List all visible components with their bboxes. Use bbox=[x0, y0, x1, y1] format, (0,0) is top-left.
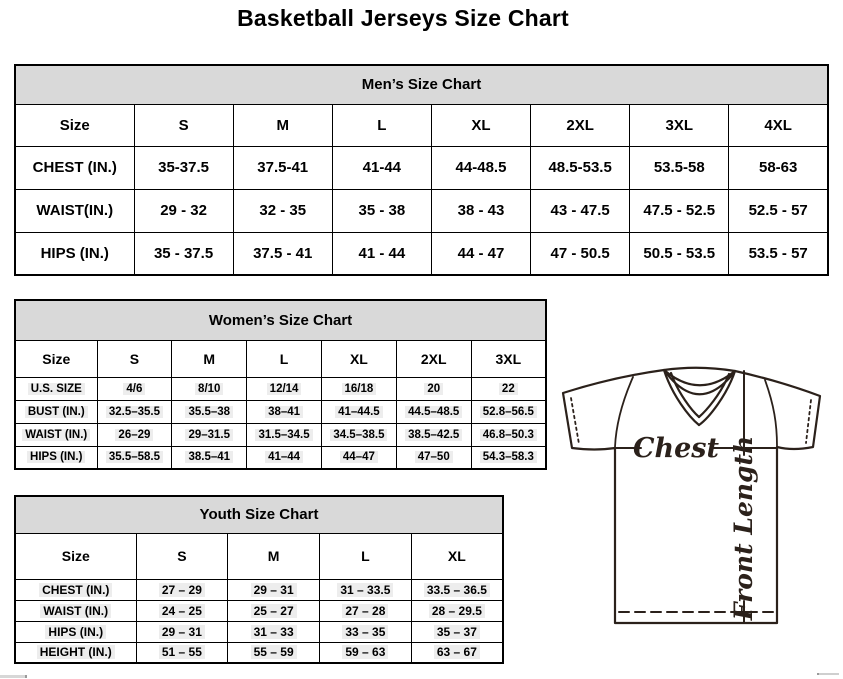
size-value: 35.5–38 bbox=[172, 400, 247, 423]
size-value: 25 – 27 bbox=[228, 600, 320, 621]
size-value: 55 – 59 bbox=[228, 642, 320, 663]
size-value: 37.5-41 bbox=[233, 146, 332, 189]
row-label: CHEST (IN.) bbox=[15, 579, 136, 600]
row-label: WAIST (IN.) bbox=[15, 423, 97, 446]
table-row bbox=[15, 232, 828, 275]
size-value: 53.5-58 bbox=[630, 146, 729, 189]
size-value: 44 - 47 bbox=[431, 232, 530, 275]
row-label: BUST (IN.) bbox=[15, 400, 97, 423]
size-value: 35 – 37 bbox=[411, 621, 503, 642]
row-label: HIPS (IN.) bbox=[15, 446, 97, 469]
table-row bbox=[15, 600, 503, 621]
size-value: 8/10 bbox=[172, 377, 247, 400]
size-value: 26–29 bbox=[97, 423, 172, 446]
row-label: U.S. SIZE bbox=[15, 377, 97, 400]
size-value: 20 bbox=[396, 377, 471, 400]
size-value: 51 – 55 bbox=[136, 642, 228, 663]
size-value: 54.3–58.3 bbox=[471, 446, 546, 469]
table-title-row bbox=[15, 65, 828, 104]
table-row bbox=[15, 446, 546, 469]
size-value: 29 – 31 bbox=[136, 621, 228, 642]
column-header: XL bbox=[411, 533, 503, 579]
column-header: S bbox=[134, 104, 233, 146]
size-value: 52.8–56.5 bbox=[471, 400, 546, 423]
jersey-outline bbox=[563, 368, 820, 623]
table-title-row bbox=[15, 300, 546, 340]
size-value: 44–47 bbox=[321, 446, 396, 469]
size-value: 44.5–48.5 bbox=[396, 400, 471, 423]
size-value: 31 – 33.5 bbox=[320, 579, 412, 600]
column-header: 4XL bbox=[729, 104, 828, 146]
front-length-label: Front Length bbox=[729, 435, 758, 621]
table-row bbox=[15, 146, 828, 189]
column-header: L bbox=[247, 340, 322, 377]
table-row bbox=[15, 579, 503, 600]
column-header: Size bbox=[15, 340, 97, 377]
size-value: 27 – 29 bbox=[136, 579, 228, 600]
row-label: HIPS (IN.) bbox=[15, 621, 136, 642]
size-value: 47 - 50.5 bbox=[531, 232, 630, 275]
size-value: 41 - 44 bbox=[332, 232, 431, 275]
column-header: 3XL bbox=[471, 340, 546, 377]
size-value: 41-44 bbox=[332, 146, 431, 189]
size-value: 28 – 29.5 bbox=[411, 600, 503, 621]
size-value: 22 bbox=[471, 377, 546, 400]
table-title: Men’s Size Chart bbox=[15, 65, 828, 104]
womens-size-table bbox=[14, 299, 547, 470]
column-header: Size bbox=[15, 533, 136, 579]
table-row bbox=[15, 621, 503, 642]
table-title: Women’s Size Chart bbox=[15, 300, 546, 340]
column-header: 2XL bbox=[531, 104, 630, 146]
size-value: 35-37.5 bbox=[134, 146, 233, 189]
size-value: 35 - 37.5 bbox=[134, 232, 233, 275]
column-header: 3XL bbox=[630, 104, 729, 146]
size-value: 12/14 bbox=[247, 377, 322, 400]
size-value: 24 – 25 bbox=[136, 600, 228, 621]
column-header: M bbox=[228, 533, 320, 579]
column-header: S bbox=[97, 340, 172, 377]
size-value: 38 - 43 bbox=[431, 189, 530, 232]
jersey-measurement-diagram bbox=[553, 360, 833, 632]
column-header: L bbox=[320, 533, 412, 579]
table-title: Youth Size Chart bbox=[15, 496, 503, 533]
size-value: 35.5–58.5 bbox=[97, 446, 172, 469]
size-value: 38.5–42.5 bbox=[396, 423, 471, 446]
size-value: 38–41 bbox=[247, 400, 322, 423]
size-value: 59 – 63 bbox=[320, 642, 412, 663]
size-value: 58-63 bbox=[729, 146, 828, 189]
size-value: 41–44 bbox=[247, 446, 322, 469]
table-title-row bbox=[15, 496, 503, 533]
youth-size-table bbox=[14, 495, 504, 664]
column-header-row bbox=[15, 340, 546, 377]
column-header: XL bbox=[321, 340, 396, 377]
size-value: 29–31.5 bbox=[172, 423, 247, 446]
size-value: 34.5–38.5 bbox=[321, 423, 396, 446]
column-header: XL bbox=[431, 104, 530, 146]
size-value: 31.5–34.5 bbox=[247, 423, 322, 446]
size-value: 16/18 bbox=[321, 377, 396, 400]
table-row bbox=[15, 400, 546, 423]
size-value: 29 - 32 bbox=[134, 189, 233, 232]
table-row bbox=[15, 642, 503, 663]
table-row bbox=[15, 377, 546, 400]
size-value: 27 – 28 bbox=[320, 600, 412, 621]
size-value: 32.5–35.5 bbox=[97, 400, 172, 423]
size-value: 46.8–50.3 bbox=[471, 423, 546, 446]
table-row bbox=[15, 189, 828, 232]
column-header: S bbox=[136, 533, 228, 579]
mens-size-table bbox=[14, 64, 829, 276]
table-row bbox=[15, 423, 546, 446]
size-value: 43 - 47.5 bbox=[531, 189, 630, 232]
page-title: Basketball Jerseys Size Chart bbox=[237, 5, 569, 31]
column-header: M bbox=[233, 104, 332, 146]
size-value: 38.5–41 bbox=[172, 446, 247, 469]
size-value: 44-48.5 bbox=[431, 146, 530, 189]
column-header-row bbox=[15, 533, 503, 579]
size-value: 33.5 – 36.5 bbox=[411, 579, 503, 600]
size-value: 32 - 35 bbox=[233, 189, 332, 232]
size-value: 63 – 67 bbox=[411, 642, 503, 663]
size-value: 47.5 - 52.5 bbox=[630, 189, 729, 232]
row-label: WAIST (IN.) bbox=[15, 600, 136, 621]
column-header: 2XL bbox=[396, 340, 471, 377]
size-value: 52.5 - 57 bbox=[729, 189, 828, 232]
size-value: 47–50 bbox=[396, 446, 471, 469]
column-header: L bbox=[332, 104, 431, 146]
size-value: 53.5 - 57 bbox=[729, 232, 828, 275]
size-value: 4/6 bbox=[97, 377, 172, 400]
size-value: 41–44.5 bbox=[321, 400, 396, 423]
chest-label: Chest bbox=[633, 433, 719, 464]
size-value: 33 – 35 bbox=[320, 621, 412, 642]
column-header: M bbox=[172, 340, 247, 377]
scrollbar-fragment-left bbox=[0, 675, 27, 678]
scrollbar-fragment-right bbox=[817, 673, 839, 675]
column-header-row bbox=[15, 104, 828, 146]
size-value: 48.5-53.5 bbox=[531, 146, 630, 189]
size-value: 35 - 38 bbox=[332, 189, 431, 232]
row-label: HEIGHT (IN.) bbox=[15, 642, 136, 663]
row-label: CHEST (IN.) bbox=[15, 146, 134, 189]
size-value: 37.5 - 41 bbox=[233, 232, 332, 275]
row-label: WAIST(IN.) bbox=[15, 189, 134, 232]
row-label: HIPS (IN.) bbox=[15, 232, 134, 275]
size-value: 31 – 33 bbox=[228, 621, 320, 642]
size-value: 50.5 - 53.5 bbox=[630, 232, 729, 275]
column-header: Size bbox=[15, 104, 134, 146]
size-value: 29 – 31 bbox=[228, 579, 320, 600]
